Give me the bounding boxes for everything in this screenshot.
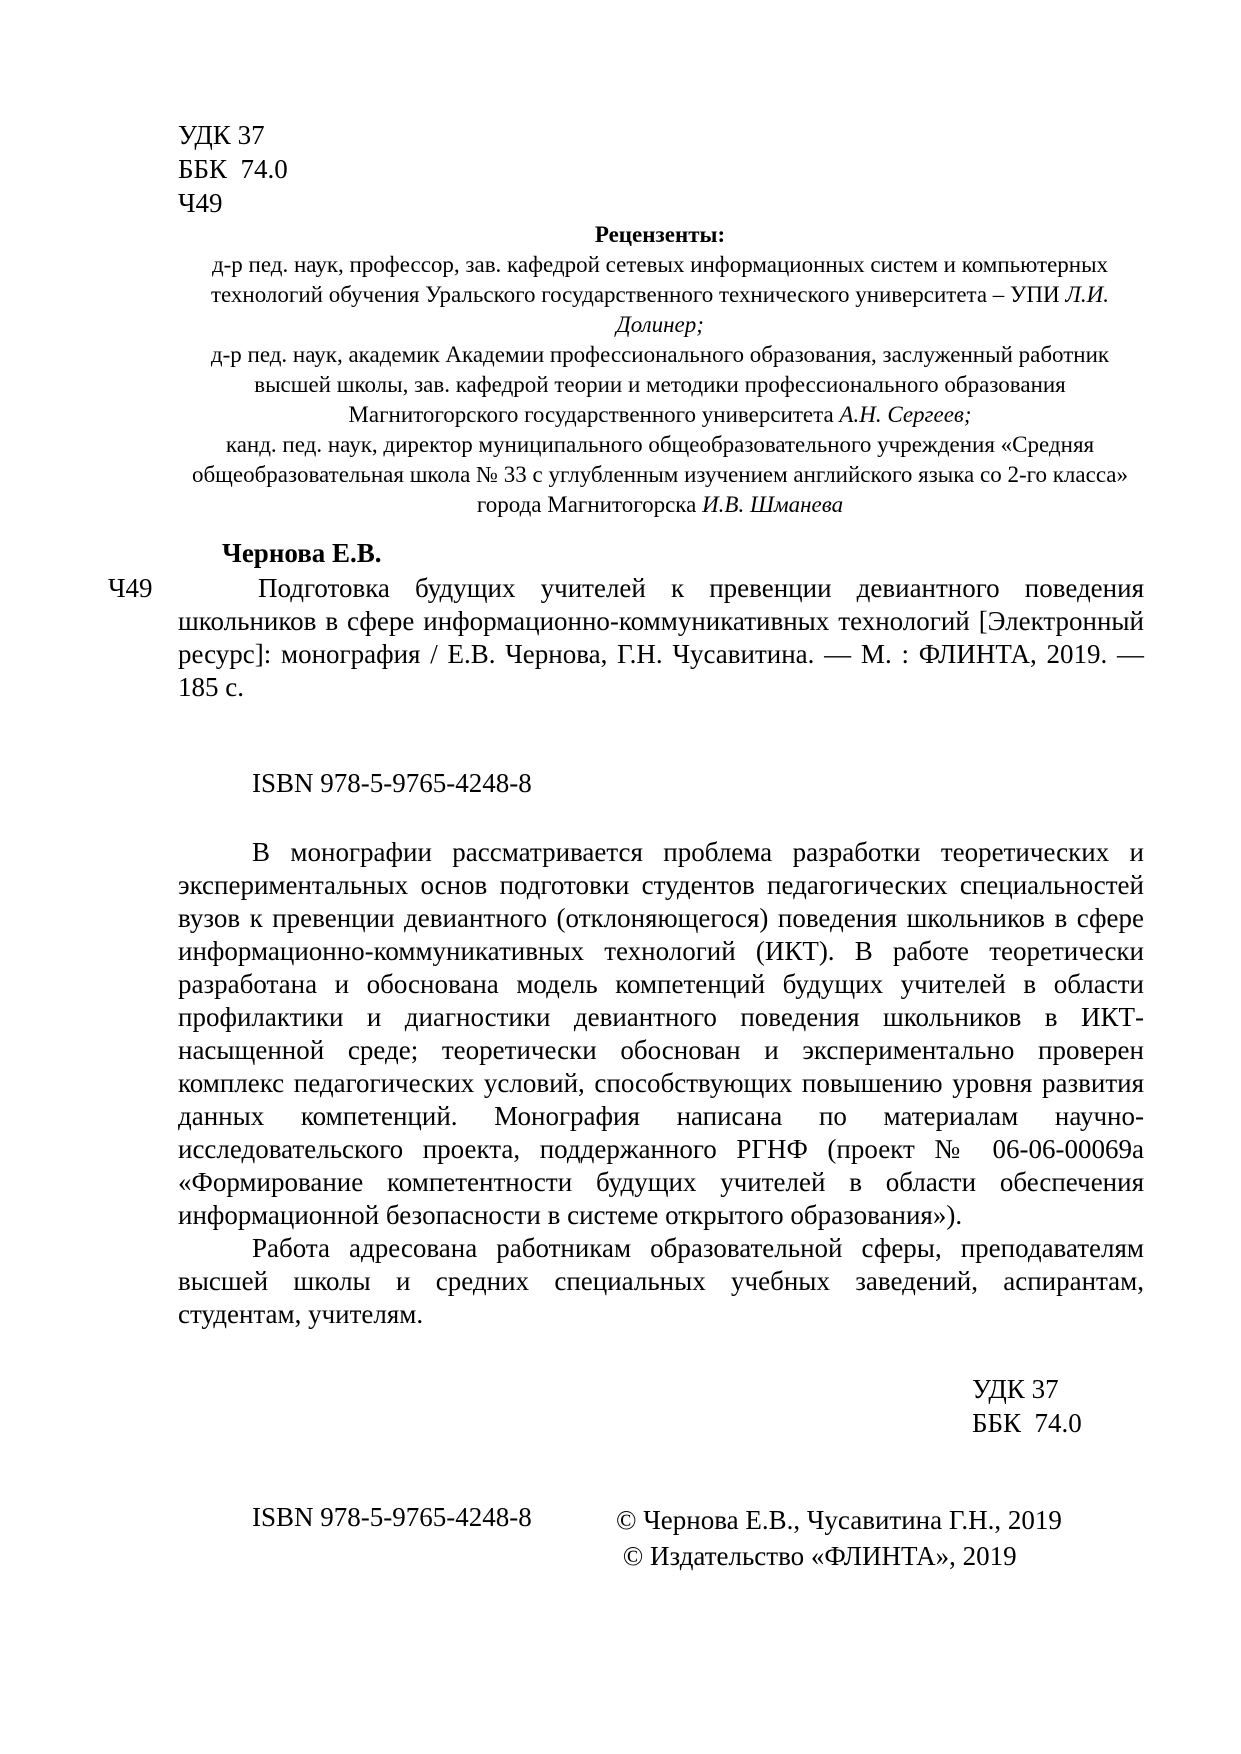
isbn: ISBN 978-5-9765-4248-8 (252, 768, 532, 798)
bibliography-description: Подготовка будущих учителей к превенции девиантного поведения школьников в сфере информационно-коммуникативных технологий [Электронный ресурс]: монография / Е.В. Чернова, Г.Н. Чусавитина. — М. : ФЛИНТА, 2019. — 185 с. (178, 573, 1144, 702)
udk-code: УДК 37 (178, 120, 265, 150)
footer-bbk-code: ББК 74.0 (972, 1408, 1082, 1438)
reviewer-3-text: канд. пед. наук, директор муниципального общеобразовательного учреждения «Средняя общеобразовательная школа № 33 с углубленным изучением английского языка со 2-го класса» города Магнитогорска (191, 432, 1129, 517)
bibliography-code: Ч49 (108, 573, 153, 603)
reviewer-1-name: Л.И. Долинер; (616, 282, 1110, 337)
reviewer-3 (190, 430, 1130, 520)
header-classification-codes (178, 118, 288, 220)
footer-classification-codes (972, 1372, 1082, 1440)
reviewer-2-text: д-р пед. наук, академик Академии профессионального образования, заслуженный работник высшей школы, зав. кафедрой теории и методики профессионального образования Магнитогорского государственного университета (210, 342, 1110, 427)
reviewer-1 (190, 250, 1130, 340)
copyright-isbn: ISBN 978-5-9765-4248-8 (252, 1502, 532, 1532)
bibliography-author: Чернова Е.В. (222, 538, 382, 568)
reviewers-block (190, 220, 1130, 520)
reviewer-2-name: А.Н. Сергеев; (839, 402, 972, 427)
abstract-paragraph-2: Работа адресована работникам образовательной сферы, преподавателям высшей школы и средних специальных учебных заведений, аспирантам, студентам, учителям. (178, 1233, 1144, 1329)
reviewer-1-text: д-р пед. наук, профессор, зав. кафедрой сетевых информационных систем и компьютерных технологий обучения Уральского государственного технического университета – УПИ (210, 252, 1109, 307)
abstract (178, 836, 1144, 1331)
copyright-notice (616, 1502, 1062, 1574)
abstract-paragraph-1: В монографии рассматривается проблема разработки теоретических и экспериментальных основ подготовки студентов педагогических специальностей вузов к превенции девиантного (отклоняющегося) поведения школьников в сфере информационно-коммуникативных технологий (ИКТ). В работе теоретически разработана и обоснована модель компетенций будущих учителей в области профилактики и диагностики девиантного поведения школьников в ИКТ-насыщенной среде; теоретически обоснован и экспериментально проверен комплекс педагогических условий, способствующих повышению уровня развития данных компетенций. Монография написана по материалам научно-исследовательского проекта, поддержанного РГНФ (проект № 06-06-00069а «Формирование компетентности будущих учителей в области обеспечения информационной безопасности в системе открытого образования»). (178, 837, 1144, 1230)
author-sign: Ч49 (178, 188, 223, 218)
footer-udk-code: УДК 37 (972, 1374, 1059, 1404)
copyright-authors: © Чернова Е.В., Чусавитина Г.Н., 2019 (616, 1505, 1062, 1535)
reviewers-title: Рецензенты: (594, 222, 726, 247)
copyright-publisher: © Издательство «ФЛИНТА», 2019 (616, 1541, 1017, 1571)
reviewer-2 (190, 340, 1130, 430)
bbk-code: ББК 74.0 (178, 154, 288, 184)
reviewer-3-name: И.В. Шманева (702, 492, 844, 517)
